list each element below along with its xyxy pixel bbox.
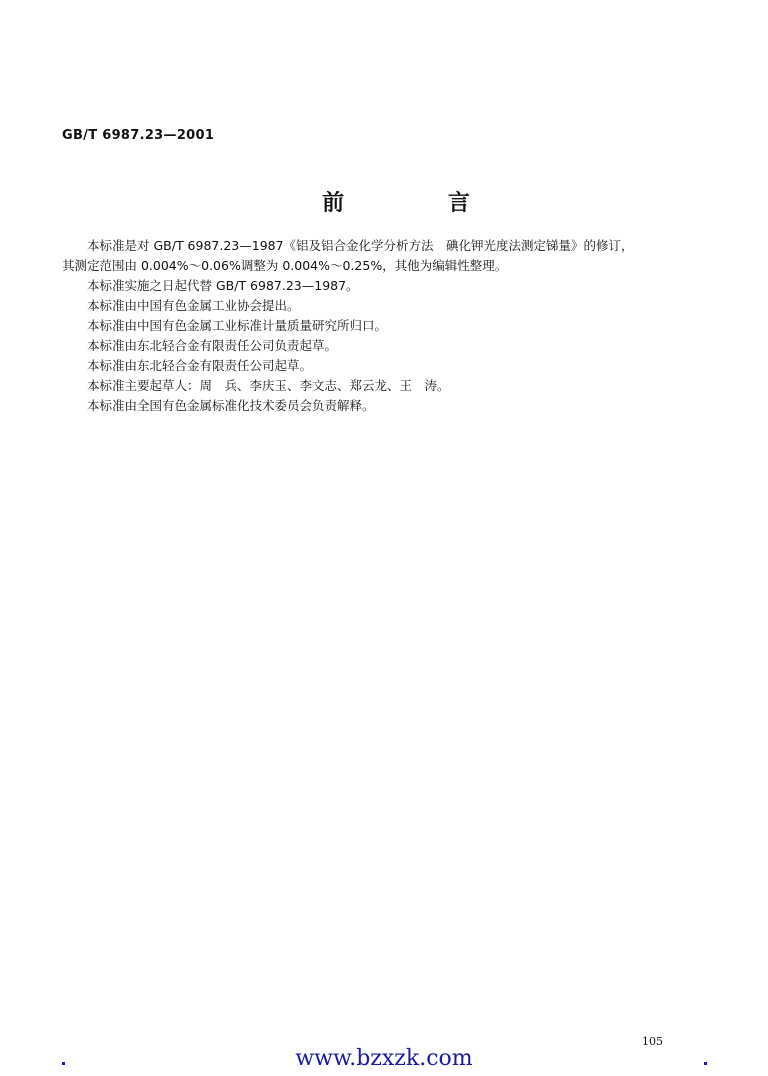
page-number: 105 [642,1035,663,1048]
paragraph-line: 其测定范围由 0.004%～0.06%调整为 0.004%～0.25%，其他为编辑性整理。 [62,258,508,273]
paragraph-line: 本标准由东北轻合金有限责任公司负责起草。 [87,338,338,353]
paragraph-line: 本标准由东北轻合金有限责任公司起草。 [87,358,313,373]
foreword-content [62,236,702,416]
paragraph-line: 本标准由中国有色金属工业标准计量质量研究所归口。 [87,318,388,333]
paragraph-line: 本标准由全国有色金属标准化技术委员会负责解释。 [87,398,375,413]
standard-code-header: GB/T 6987.23—2001 [62,128,215,143]
footer-url-link[interactable]: www.bzxzk.com [295,1046,473,1071]
paragraph-line: 本标准主要起草人：周 兵、李庆玉、李文志、郑云龙、王 涛。 [87,378,450,393]
paragraph-line: 本标准由中国有色金属工业协会提出。 [87,298,300,313]
footer-dot-right [704,1062,707,1065]
page-title: 前 言 [322,191,518,216]
paragraph-line: 本标准实施之日起代替 GB/T 6987.23—1987。 [87,278,359,293]
paragraph-line: 本标准是对 GB/T 6987.23—1987《铝及铝合金化学分析方法 碘化钾光度法测定锑量》的修订， [87,238,634,253]
